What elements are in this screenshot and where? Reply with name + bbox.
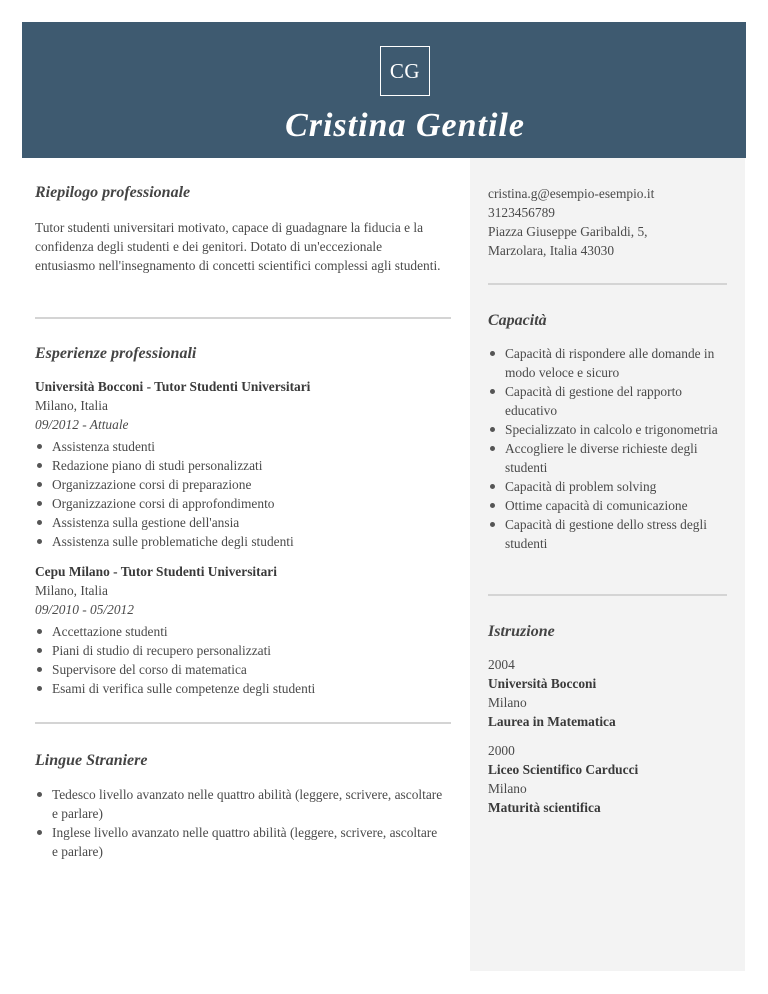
section-title-summary: Riepilogo professionale (35, 184, 191, 201)
list-item: Piani di studio di recupero personalizzati (35, 641, 453, 660)
list-item: Accogliere le diverse richieste degli studenti (488, 439, 726, 477)
education-city: Milano (488, 695, 527, 710)
summary-section (35, 184, 453, 275)
job-employer: Università Bocconi (35, 379, 144, 394)
candidate-name: Cristina Gentile (285, 107, 525, 144)
divider (488, 594, 727, 596)
header-banner (22, 22, 746, 158)
job-dates: 09/2010 - 05/2012 (35, 602, 134, 617)
section-title-experience: Esperienze professionali (35, 345, 197, 362)
list-item: Accettazione studenti (35, 622, 453, 641)
list-item: Organizzazione corsi di preparazione (35, 475, 453, 494)
list-item: Assistenza sulle problematiche degli studenti (35, 532, 453, 551)
education-degree: Laurea in Matematica (488, 714, 616, 729)
divider (488, 283, 727, 285)
list-item: Organizzazione corsi di approfondimento (35, 494, 453, 513)
languages-section (35, 752, 453, 861)
divider (35, 317, 451, 319)
job-separator: - (143, 379, 155, 394)
monogram-initials: CG (380, 46, 430, 96)
sidebar-panel (470, 158, 745, 971)
list-item: Inglese livello avanzato nelle quattro abilità (leggere, scrivere, ascoltare e parlare) (35, 823, 443, 861)
list-item: Ottime capacità di comunicazione (488, 496, 726, 515)
job-duties-list (35, 437, 453, 551)
job-location: Milano, Italia (35, 398, 108, 413)
list-item: Tedesco livello avanzato nelle quattro abilità (leggere, scrivere, ascoltare e parlare) (35, 785, 443, 823)
education-section (488, 623, 728, 817)
list-item: Assistenza studenti (35, 437, 453, 456)
contact-address-line2: Marzolara, Italia 43030 (488, 243, 615, 258)
list-item: Capacità di problem solving (488, 477, 726, 496)
divider (35, 722, 451, 724)
job-duties-list (35, 622, 453, 698)
list-item: Capacità di gestione del rapporto educativo (488, 382, 726, 420)
list-item: Capacità di rispondere alle domande in modo veloce e sicuro (488, 344, 726, 382)
list-item: Esami di verifica sulle competenze degli studenti (35, 679, 453, 698)
education-entry (488, 655, 728, 731)
section-title-languages: Lingue Straniere (35, 752, 148, 769)
list-item: Redazione piano di studi personalizzati (35, 456, 453, 475)
summary-text: Tutor studenti universitari motivato, capace di guadagnare la fiducia e la confidenza degli studenti e dei genitori. Dotato di un'eccezionale entusiasmo nell'insegnamento di concetti scientifici complessi agli studenti. (35, 220, 441, 273)
job-employer: Cepu Milano (35, 564, 110, 579)
education-entry (488, 741, 728, 817)
job-entry (35, 377, 453, 551)
contact-section (488, 184, 733, 260)
contact-phone: 3123456789 (488, 205, 555, 220)
list-item: Assistenza sulla gestione dell'ansia (35, 513, 453, 532)
contact-address-line1: Piazza Giuseppe Garibaldi, 5, (488, 224, 648, 239)
job-entry (35, 562, 453, 698)
section-title-skills: Capacità (488, 312, 547, 329)
education-year: 2000 (488, 743, 515, 758)
job-location: Milano, Italia (35, 583, 108, 598)
languages-list (35, 785, 443, 861)
education-year: 2004 (488, 657, 515, 672)
job-dates: 09/2012 - Attuale (35, 417, 129, 432)
section-title-education: Istruzione (488, 623, 555, 640)
contact-email: cristina.g@esempio-esempio.it (488, 186, 655, 201)
experience-section (35, 345, 453, 698)
list-item: Capacità di gestione dello stress degli studenti (488, 515, 726, 553)
education-school: Università Bocconi (488, 676, 597, 691)
skills-section (488, 312, 728, 553)
job-separator: - (109, 564, 121, 579)
education-city: Milano (488, 781, 527, 796)
skills-list (488, 344, 726, 553)
job-role: Tutor Studenti Universitari (120, 564, 277, 579)
education-degree: Maturità scientifica (488, 800, 601, 815)
job-role: Tutor Studenti Universitari (154, 379, 311, 394)
list-item: Supervisore del corso di matematica (35, 660, 453, 679)
list-item: Specializzato in calcolo e trigonometria (488, 420, 726, 439)
education-school: Liceo Scientifico Carducci (488, 762, 639, 777)
